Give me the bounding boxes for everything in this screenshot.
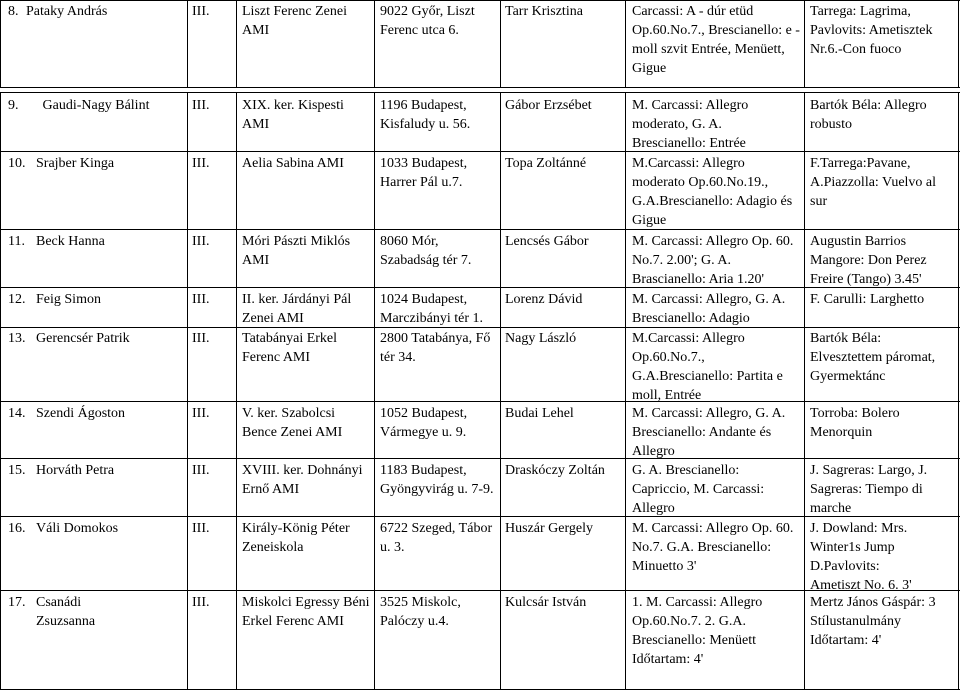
piece-1: M.Carcassi: Allegro Op.60.No.7., G.A.Brescianello: Partita e moll, Entrée	[632, 331, 783, 403]
teacher: Topa Zoltánné	[505, 156, 587, 171]
school: Liszt Ferenc Zenei AMI	[242, 4, 347, 38]
piece-1: Carcassi: A - dúr etüd Op.60.No.7., Brescianello: e - moll szvit Entrée, Menüett, Gigue	[632, 4, 800, 76]
student-name: Beck Hanna	[36, 234, 105, 249]
teacher: Tarr Krisztina	[505, 4, 583, 19]
column-divider	[374, 0, 375, 690]
school: XIX. ker. Kispesti AMI	[242, 98, 344, 132]
piece-1: M. Carcassi: Allegro moderato, G. A. Brescianello: Entrée	[632, 98, 749, 151]
page-break-gap	[0, 88, 960, 92]
address: 8060 Mór, Szabadság tér 7.	[380, 234, 472, 268]
student-name: Váli Domokos	[36, 521, 119, 536]
grade: III.	[192, 98, 210, 113]
row-divider	[0, 92, 960, 93]
piece-1: M. Carcassi: Allegro, G. A. Brescianello: Andante és Allegro	[632, 406, 786, 459]
school: Miskolci Egressy Béni Erkel Ferenc AMI	[242, 595, 370, 629]
school: Tatabányai Erkel Ferenc AMI	[242, 331, 338, 365]
address: 1183 Budapest, Gyöngyvirág u. 7-9.	[380, 463, 494, 497]
column-divider	[0, 0, 1, 690]
school: Móri Pászti Miklós AMI	[242, 234, 351, 268]
teacher: Draskóczy Zoltán	[505, 463, 605, 478]
school: V. ker. Szabolcsi Bence Zenei AMI	[242, 406, 343, 440]
teacher: Huszár Gergely	[505, 521, 593, 536]
student-name: Horváth Petra	[36, 463, 115, 478]
grade: III.	[192, 292, 210, 307]
student-name: Srajber Kinga	[36, 156, 115, 171]
piece-2: Tarrega: Lagrima, Pavlovits: Ametisztek Nr.6.-Con fuoco	[810, 4, 933, 57]
address: 3525 Miskolc, Palóczy u.4.	[380, 595, 461, 629]
column-divider	[958, 0, 959, 690]
grade: III.	[192, 156, 210, 171]
grade: III.	[192, 463, 210, 478]
school: XVIII. ker. Dohnányi Ernő AMI	[242, 463, 363, 497]
student-name: Feig Simon	[36, 292, 101, 307]
teacher: Nagy László	[505, 331, 577, 346]
piece-2: Mertz János Gáspár: 3 Stílustanulmány Időtartam: 4'	[810, 595, 936, 648]
teacher: Budai Lehel	[505, 406, 574, 421]
row-number: 15.	[8, 463, 26, 478]
address: 9022 Győr, Liszt Ferenc utca 6.	[380, 4, 475, 38]
row-divider	[0, 458, 960, 459]
column-divider	[804, 0, 805, 690]
student-name: Szendi Ágoston	[36, 406, 126, 421]
teacher: Lencsés Gábor	[505, 234, 589, 249]
teacher: Kulcsár István	[505, 595, 587, 610]
grade: III.	[192, 4, 210, 19]
piece-2: Augustin Barrios Mangore: Don Perez Freire (Tango) 3.45'	[810, 234, 927, 287]
grade: III.	[192, 234, 210, 249]
piece-1: M. Carcassi: Allegro Op. 60. No.7. G.A. Brescianello: Minuetto 3'	[632, 521, 794, 574]
school: II. ker. Járdányi Pál Zenei AMI	[242, 292, 352, 326]
row-divider	[0, 229, 960, 230]
piece-2: Torroba: Bolero Menorquin	[810, 406, 900, 440]
column-divider	[236, 0, 237, 690]
address: 1052 Budapest, Vármegye u. 9.	[380, 406, 468, 440]
row-number: 8.	[8, 4, 19, 19]
row-number: 14.	[8, 406, 26, 421]
grade: III.	[192, 521, 210, 536]
row-number: 11.	[8, 234, 25, 249]
address: 1033 Budapest, Harrer Pál u.7.	[380, 156, 468, 190]
piece-1: M. Carcassi: Allegro Op. 60. No.7. 2.00'; G. A. Brascianello: Aria 1.20'	[632, 234, 794, 287]
address: 2800 Tatabánya, Fő tér 34.	[380, 331, 491, 365]
grade: III.	[192, 331, 210, 346]
piece-1: M. Carcassi: Allegro, G. A. Brescianello: Adagio	[632, 292, 786, 326]
piece-1: 1. M. Carcassi: Allegro Op.60.No.7. 2. G.A. Brescianello: Menüett Időtartam: 4'	[632, 595, 763, 667]
student-name: Pataky András	[26, 4, 108, 19]
piece-2: J. Sagreras: Largo, J. Sagreras: Tiempo di marche	[810, 463, 928, 516]
piece-1: G. A. Brescianello: Capriccio, M. Carcassi: Allegro	[632, 463, 765, 516]
piece-2: Bartók Béla: Allegro robusto	[810, 98, 927, 132]
piece-1: M.Carcassi: Allegro moderato Op.60.No.19., G.A.Brescianello: Adagio és Gigue	[632, 156, 793, 228]
table-border-top	[0, 0, 960, 1]
column-divider	[187, 0, 188, 690]
row-number: 10.	[8, 156, 26, 171]
teacher: Gábor Erzsébet	[505, 98, 592, 113]
row-divider	[0, 151, 960, 152]
grade: III.	[192, 406, 210, 421]
row-divider	[0, 401, 960, 402]
address: 1024 Budapest, Marczibányi tér 1.	[380, 292, 484, 326]
grade: III.	[192, 595, 210, 610]
piece-2: J. Dowland: Mrs. Winter1s Jump D.Pavlovits: Ametiszt No. 6. 3'	[810, 521, 912, 593]
school: Király-König Péter Zeneiskola	[242, 521, 350, 555]
row-number: 16.	[8, 521, 26, 536]
piece-2: Bartók Béla: Elvesztettem páromat, Gyermektánc	[810, 331, 936, 384]
student-name: Gaudi-Nagy Bálint	[42, 98, 150, 113]
piece-2: F.Tarrega:Pavane, A.Piazzolla: Vuelvo al sur	[810, 156, 937, 209]
row-number: 17.	[8, 595, 26, 610]
row-number: 13.	[8, 331, 26, 346]
student-name: Csanádi Zsuzsanna	[36, 595, 96, 629]
teacher: Lorenz Dávid	[505, 292, 583, 307]
address: 1196 Budapest, Kisfaludy u. 56.	[380, 98, 471, 132]
address: 6722 Szeged, Tábor u. 3.	[380, 521, 493, 555]
row-number: 9.	[8, 98, 19, 113]
row-number: 12.	[8, 292, 26, 307]
column-divider	[625, 0, 626, 690]
piece-2: F. Carulli: Larghetto	[810, 292, 925, 307]
school: Aelia Sabina AMI	[242, 156, 344, 171]
student-name: Gerencsér Patrik	[36, 331, 130, 346]
